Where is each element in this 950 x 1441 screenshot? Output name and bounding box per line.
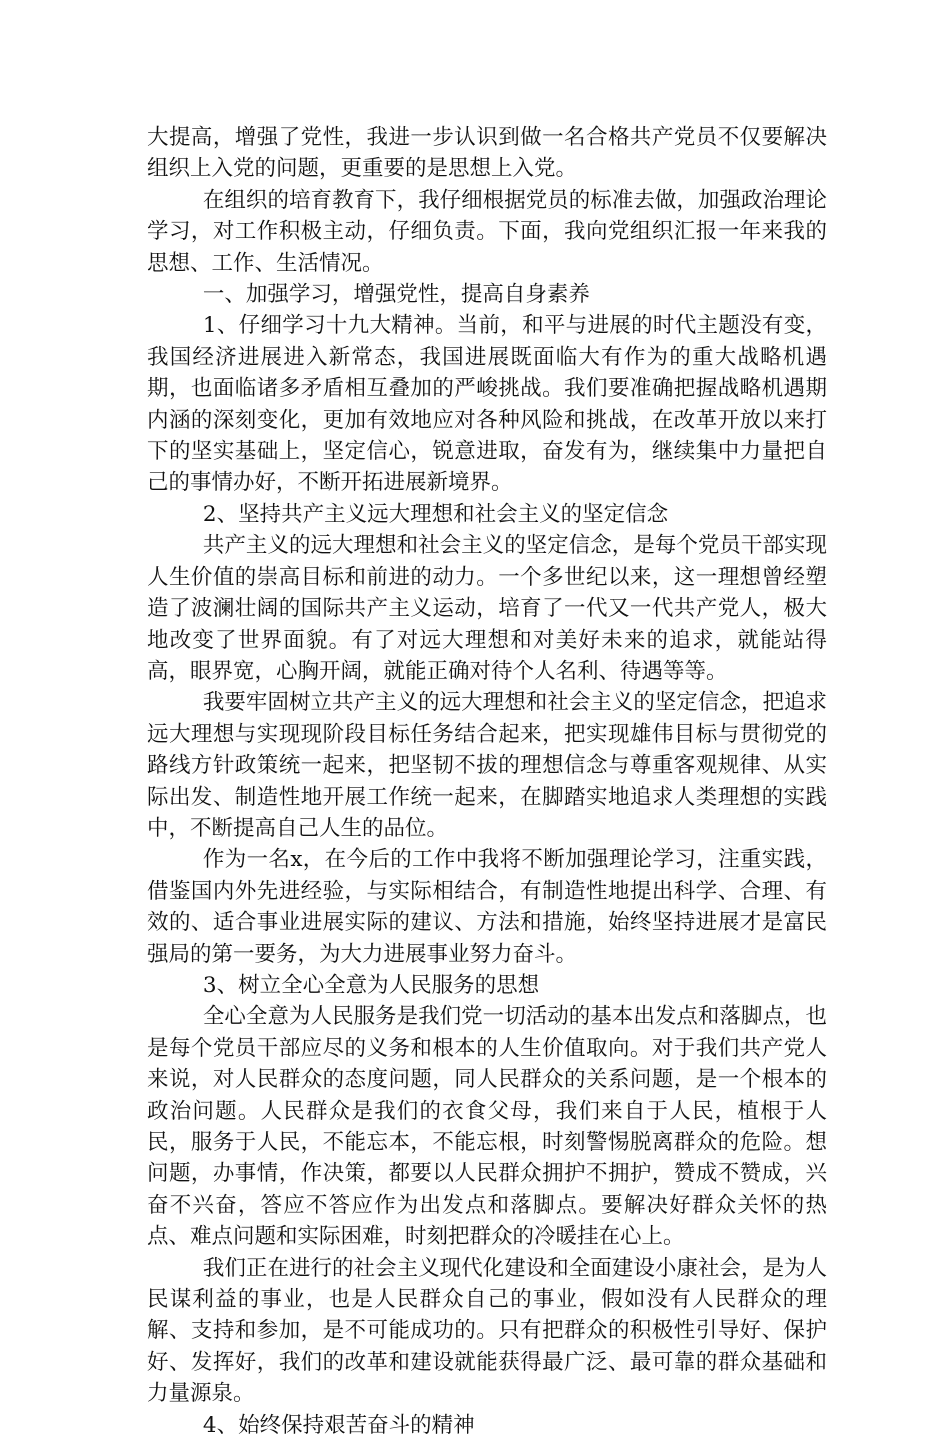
paragraph-study-spirit: 1、仔细学习十九大精神。当前，和平与进展的时代主题没有变，我国经济进展进入新常态，我国进展既面临大有作为的重大战略机遇期，也面临诸多矛盾相互叠加的严峻挑战。我们要准确把握战略机遇期内涵的深刻变化，更加有效地应对各种风险和挑战，在改革开放以来打下的坚实基础上，坚定信心，锐意进取，奋发有为，继续集中力量把自己的事情办好，不断开拓进展新境界。 (147, 313, 827, 496)
paragraph-ideals-2: 我要牢固树立共产主义的远大理想和社会主义的坚定信念，把追求远大理想与实现现阶段目标任务结合起来，把实现雄伟目标与贯彻党的路线方针政策统一起来，把坚韧不拔的理想信念与尊重客观规律、从实际出发、制造性地开展工作统一起来，在脚踏实地追求人类理想的实践中，不断提高自己人生的品位。 (147, 690, 827, 841)
subheading-ideals: 2、坚持共产主义远大理想和社会主义的坚定信念 (202, 501, 669, 527)
subheading-serve-people: 3、树立全心全意为人民服务的思想 (202, 972, 540, 998)
section-heading-1: 一、加强学习，增强党性，提高自身素养 (202, 282, 590, 308)
document-body (147, 122, 827, 1441)
paragraph-report-intro: 在组织的培育教育下，我仔细根据党员的标准去做，加强政治理论学习，对工作积极主动，仔细负责。下面，我向党组织汇报一年来我的思想、工作、生活情况。 (147, 187, 827, 276)
paragraph-ideals-3: 作为一名x，在今后的工作中我将不断加强理论学习，注重实践，借鉴国内外先进经验，与实际相结合，有制造性地提出科学、合理、有效的、适合事业进展实际的建议、方法和措施，始终坚持进展才是富民强局的第一要务，为大力进展事业努力奋斗。 (147, 847, 827, 967)
paragraph-opening-continuation: 大提高，增强了党性，我进一步认识到做一名合格共产党员不仅要解决组织上入党的问题，更重要的是思想上入党。 (147, 125, 827, 182)
paragraph-serve-people-2: 我们正在进行的社会主义现代化建设和全面建设小康社会，是为人民谋利益的事业，也是人民群众自己的事业，假如没有人民群众的理解、支持和参加，是不可能成功的。只有把群众的积极性引导好、保护好、发挥好，我们的改革和建设就能获得最广泛、最可靠的群众基础和力量源泉。 (147, 1255, 827, 1407)
subheading-hard-work: 4、始终保持艰苦奋斗的精神 (202, 1412, 475, 1438)
paragraph-serve-people-1: 全心全意为人民服务是我们党一切活动的基本出发点和落脚点，也是每个党员干部应尽的义务和根本的人生价值取向。对于我们共产党人来说，对人民群众的态度问题，同人民群众的关系问题，是一个根本的政治问题。人民群众是我们的衣食父母，我们来自于人民，植根于人民，服务于人民，不能忘本，不能忘根，时刻警惕脱离群众的危险。想问题，办事情，作决策，都要以人民群众拥护不拥护，赞成不赞成，兴奋不兴奋，答应不答应作为出发点和落脚点。要解决好群众关怀的热点、难点问题和实际困难，时刻把群众的冷暖挂在心上。 (147, 1004, 827, 1250)
paragraph-ideals-1: 共产主义的远大理想和社会主义的坚定信念，是每个党员干部实现人生价值的崇高目标和前进的动力。一个多世纪以来，这一理想曾经塑造了波澜壮阔的国际共产主义运动，培育了一代又一代共产党人，极大地改变了世界面貌。有了对远大理想和对美好未来的追求，就能站得高，眼界宽，心胸开阔，就能正确对待个人名利、待遇等等。 (147, 533, 827, 684)
